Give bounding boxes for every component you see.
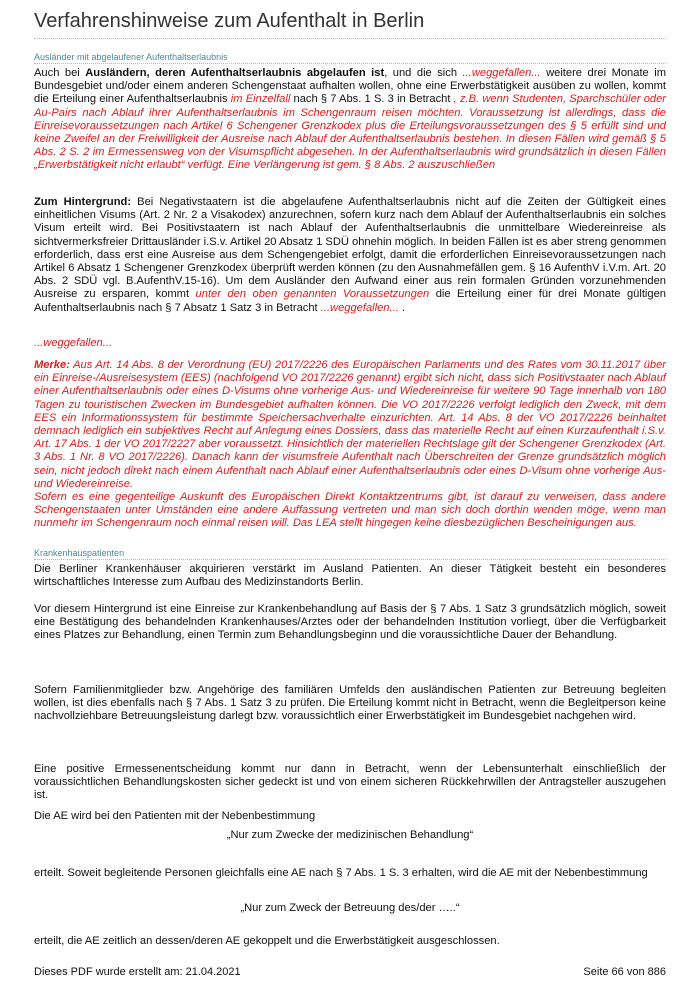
paragraph-discretion: Eine positive Ermessenentscheidung kommt nur dann in Betracht, wenn der Lebensunterhalt einschließlich der voraussichtlichen Behandlungskosten sicher gedeckt ist und von einem sicheren Rückkehrwillen der Antragsteller auszugehen ist. [34,763,666,802]
paragraph-treatment-entry: Vor diesem Hintergrund ist eine Einreise zur Krankenbehandlung auf Basis der § 7 Abs. 1 Satz 3 grundsätzlich möglich, soweit eine Bestätigung des behandelnden Krankenhauses/Arztes oder der behandelnden Institution vorliegt, über die Verfügbarkeit eines Platzes zur Behandlung, einen Termin zum Behandlungsbeginn und die voraussichtliche Dauer der Behandlung. [34,603,666,642]
paragraph-expired-permit-intro: Auch bei Ausländern, deren Aufenthaltserlaubnis abgelaufen ist, und die sich ...weggefallen... weitere drei Monate im Bundesgebiet und/oder einem anderen Schengenstaat aufhalten wollen, ohne eine Erwerbstätigkeit ausüben zu wollen, kommt die Erteilung einer Aufenthaltserlaubnis im Einzelfall nach § 7 Abs. 1 S. 3 in Betracht , z.B. wenn Studenten, Sparchschüler oder Au-Pairs nach Ablauf ihrer Aufenthaltserlaubnis im Schengenraum reisen möchten. Voraussetzung ist allerdings, dass die Einreisevoraussetzungen nach Artikel 6 Schengener Grenzkodex plus die Erteilungsvoraussetzungen des § 5 erfüllt sind und keine Zweifel an der Freiwilligkeit der Ausreise nach Ablauf der Aufenthaltserlaubnis bestehen. In diesen Fällen wird gemäß § 5 Abs. 2 S. 2 im Ermessensweg von der Visumspflicht abgesehen. In der Aufenthaltserlaubnis wird grundsätzlich in diesen Fällen „Erwerbstätigkeit nicht erlaubt“ verfügt. Eine Verlängerung ist gem. § 8 Abs. 2 auszuschließen [34,67,666,172]
paragraph-ae-linked: erteilt, die AE zeitlich an dessen/deren AE gekoppelt und die Erwerbstätigkeit ausgeschlossen. [34,935,500,947]
footer-page-number: Seite 66 von 886 [583,966,666,978]
section-heading-expired-permit: Ausländer mit abgelaufener Aufenthaltserlaubnis [34,52,666,64]
section-heading-hospital-patients: Krankenhauspatienten [34,548,666,560]
title-divider [34,38,666,39]
paragraph-hospitals: Die Berliner Krankenhäuser akquirieren verstärkt im Ausland Patienten. An dieser Tätigkeit besteht ein besonderes wirtschaftliches Interesse zum Aufbau des Medizinstandorts Berlin. [34,563,666,589]
quote-care: „Nur zum Zweck der Betreuung des/der …..“ [240,902,460,914]
paragraph-companions: erteilt. Soweit begleitende Personen gleichfalls eine AE nach § 7 Abs. 1 S. 3 erhalten, wird die AE mit der Nebenbestimmung [34,867,648,879]
paragraph-removed-note: ...weggefallen... [34,337,113,349]
document-page [34,0,666,990]
paragraph-background: Zum Hintergrund: Bei Negativstaatern ist die abgelaufene Aufenthaltserlaubnis nicht auf die Zeiten der Gültigkeit eines einheitlichen Visums (Art. 2 Nr. 2 a Visakodex) anzurechnen, sofern kurz nach dem Ablauf der Aufenthaltserlaubnis ein solches Visum erteilt wird. Bei Positivstaatern ist nach Ablauf der Aufenthaltserlaubnis die unmittelbare Wiedereinreise als sichtvermerksfreier Drittausländer i.S.v. Artikel 20 Absatz 1 SDÜ ohnehin möglich. In beiden Fällen ist es aber streng genommen erforderlich, dass erst eine Ausreise aus dem Schengengebiet erfolgt, damit die erforderlichen Einreisevoraussetzungen nach Artikel 6 Absatz 1 Schengener Grenzkodex überprüft werden können (zu den Ausnahmefällen gem. § 16 AufenthV i.V.m. Art. 20 Abs. 2 SDÜ vgl. B.AufenthV.15-16). Um dem Ausländer den Aufwand einer aus rein formalen Gründen vorzunehmenden Ausreise zu ersparen, kommt unter den oben genannten Voraussetzungen die Erteilung einer für drei Monate gültigen Aufenthaltserlaubnis nach § 7 Absatz 1 Satz 3 in Betracht ...weggefallen... . [34,196,667,314]
footer-created-date: Dieses PDF wurde erstellt am: 21.04.2021 [34,966,241,978]
paragraph-ae-patients: Die AE wird bei den Patienten mit der Nebenbestimmung [34,810,316,822]
paragraph-family-members: Sofern Familienmitglieder bzw. Angehörige des familiären Umfelds den ausländischen Patienten zur Betreuung begleiten wollen, ist dies ebenfalls nach § 7 Abs. 1 Satz 3 zu prüfen. Die Erteilung kommt nicht in Betracht, wenn die Begleitperson keine nachvollziehbare Betreuungsleistung darlegt bzw. voraussichtlich einer Erwerbstätigkeit im Bundesgebiet nachgehen wird. [34,684,666,723]
paragraph-merke: Merke: Aus Art. 14 Abs. 8 der Verordnung (EU) 2017/2226 des Europäischen Parlaments und des Rates vom 30.11.2017 über ein Einreise-/Ausreisesystem (EES) (nachfolgend VO 2017/2226 genannt) ergibt sich nicht, dass sich Positivstaater nach Ablauf einer Aufenthaltserlaubnis oder eines D-Visums ohne vorherige Aus- und Wiedereinreise für weitere 90 Tage innerhalb von 180 Tagen zu touristischen Zwecken im Bundesgebiet aufhalten können. Die VO 2017/2226 verfolgt lediglich den Zweck, mit dem EES ein Informationssystem für bestimmte Speichersachverhalte einzurichten. Art. 14 Abs. 8 der VO 2017/2226 beinhaltet demnach lediglich ein subjektives Recht auf Anlegung eines Dossiers, dass das materielle Recht auf einen Kurzaufenthalt i.S.v. Art. 17 Abs. 1 der VO 2017/2227 aber voraussetzt. Hinsichtlich der materiellen Rechtslage gilt der Schengener Grenzkodex (Art. 3 Abs. 1 Nr. 8 VO 2017/2226). Danach kann der visumsfreie Aufenthalt nach Überschreiten der Grenze grundsätzlich möglich sein, nicht jedoch direkt nach einem Aufenthalt nach Ablauf einer Aufenthaltserlaubnis oder eines D-Visum ohne vorherige Aus- und Wiedereinreise. Sofern es eine gegenteilige Auskunft des Europäischen Direkt Kontaktzentrums gibt, ist darauf zu verweisen, dass andere Schengenstaaten unter Umständen eine andere Auffassung vertreten und man sich doch dorthin wenden möge, wenn man nunmehr im Schengenraum noch einmal reisen will. Das LEA stellt hingegen keine diesbezüglichen Bescheinigungen aus. [34,359,666,530]
page-title: Verfahrenshinweise zum Aufenthalt in Berlin [34,10,425,32]
quote-medical-treatment: „Nur zum Zwecke der medizinischen Behandlung“ [226,829,474,841]
